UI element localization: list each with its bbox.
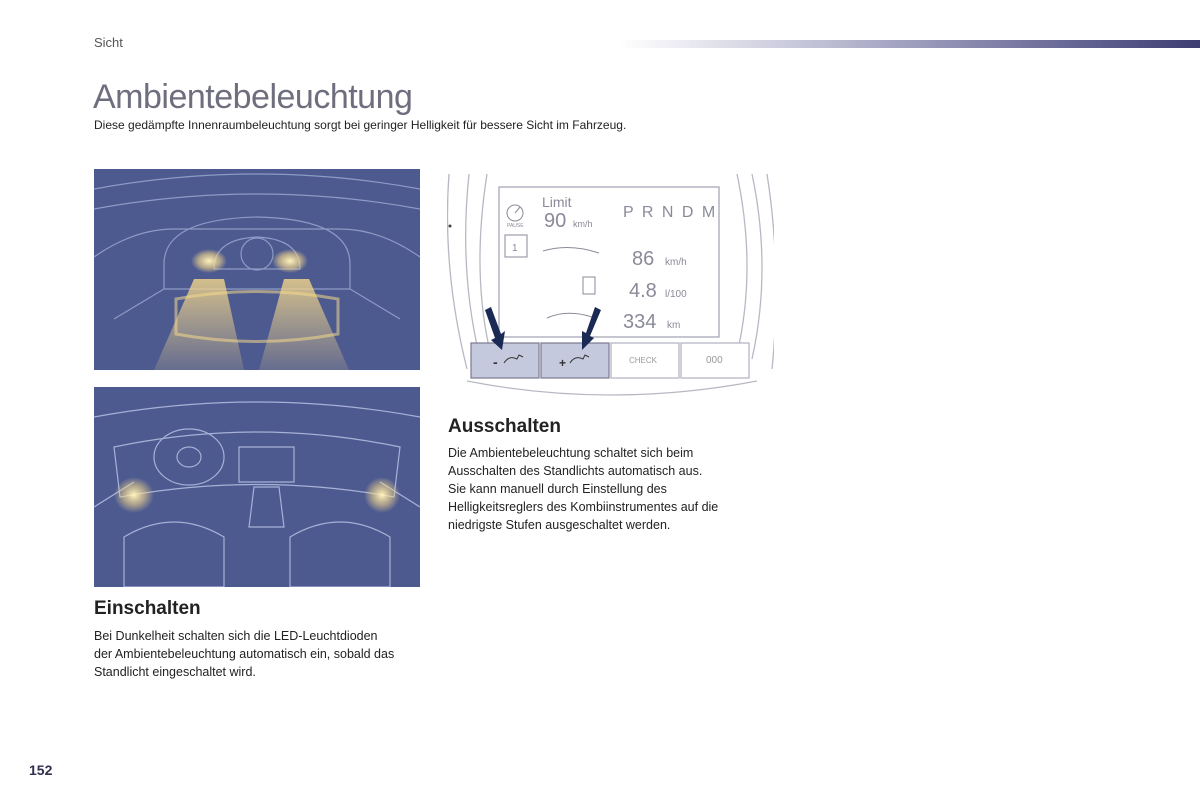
memory-digit: 1 — [512, 243, 518, 254]
text-line: der Ambientebeleuchtung automatisch ein, sobald das — [94, 647, 395, 661]
text-line: Die Ambientebeleuchtung schaltet sich beim — [448, 446, 694, 460]
pause-label: PAUSE — [507, 223, 524, 229]
check-label: CHECK — [629, 356, 658, 365]
speed-value: 86 — [632, 248, 655, 270]
limit-unit: km/h — [573, 219, 593, 229]
instrument-cluster-illustration — [447, 169, 774, 399]
text-line: Ausschalten des Standlichts automatisch aus. — [448, 464, 703, 478]
check-button[interactable] — [611, 343, 679, 378]
consumption-unit: l/100 — [665, 289, 687, 300]
text-line: Helligkeitsreglers des Kombiinstrumentes auf die — [448, 500, 719, 514]
section-title-off: Ausschalten — [448, 416, 561, 437]
page-title: Ambientebeleuchtung — [93, 78, 413, 116]
text-line: Standlicht eingeschaltet wird. — [94, 665, 256, 679]
text-line: Sie kann manuell durch Einstellung des — [448, 482, 667, 496]
intro-text: Diese gedämpfte Innenraumbeleuchtung sorgt bei geringer Helligkeit für bessere Sicht im Fahrzeug. — [94, 118, 627, 132]
section-title-on: Einschalten — [94, 598, 201, 619]
consumption-value: 4.8 — [629, 280, 657, 302]
section-label: Sicht — [94, 35, 123, 50]
page-number: 152 — [29, 762, 53, 778]
text-line: niedrigste Stufen ausgeschaltet werden. — [448, 518, 671, 532]
range-unit: km — [667, 320, 681, 331]
gear-indicator: P R N D M — [623, 204, 718, 221]
reset-button[interactable] — [681, 343, 749, 378]
reset-label: 000 — [706, 355, 723, 366]
limit-value: 90 — [544, 210, 567, 232]
text-line: Bei Dunkelheit schalten sich die LED-Leuchtdioden — [94, 629, 378, 643]
brightness-plus-button[interactable] — [541, 343, 609, 378]
range-value: 334 — [623, 311, 657, 333]
ceiling-lights-illustration — [94, 169, 420, 370]
section-text-off — [448, 444, 718, 534]
cabin-lights-illustration — [94, 387, 420, 587]
limit-label: Limit — [542, 194, 572, 210]
header-gradient-bar — [620, 40, 1200, 48]
plus-label: + — [559, 356, 567, 370]
speed-unit: km/h — [665, 257, 687, 268]
section-text-on — [94, 627, 394, 681]
minus-label: - — [493, 354, 498, 370]
brightness-minus-button[interactable] — [471, 343, 539, 378]
